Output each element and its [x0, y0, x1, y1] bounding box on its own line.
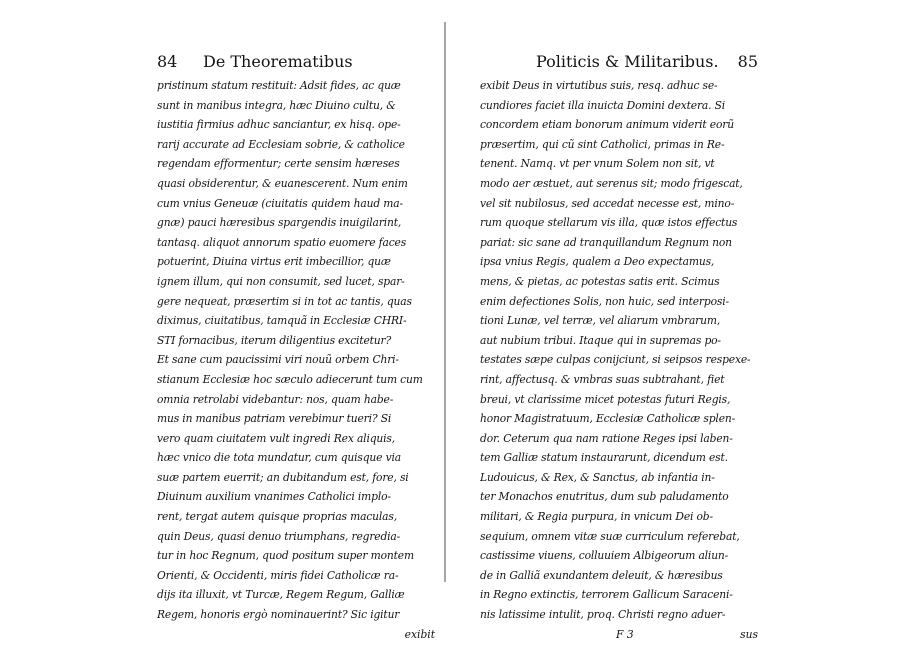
text-line: Regem, honoris ergò nominauerint? Sic igitur: [157, 608, 400, 622]
text-line: gnæ) pauci hæresibus spargendis inuigilarint,: [157, 216, 402, 230]
text-line: quasi obsiderentur, & euanescerent. Num enim: [157, 176, 408, 190]
text-line: rarij accurate ad Ecclesiam sobrie, & catholice: [157, 137, 405, 151]
left-running-head: De Theorematibus: [203, 52, 353, 71]
text-line: in Regno extinctis, terrorem Gallicum Saraceni-: [480, 588, 733, 602]
right-page-header: [480, 48, 758, 76]
text-line: dor. Ceterum qua nam ratione Reges ipsi laben-: [480, 431, 733, 445]
right-page: [480, 48, 758, 645]
text-line: omnia retrolabi videbantur: nos, quam habe-: [157, 392, 394, 406]
right-catchword: sus: [740, 627, 758, 641]
text-line: exibit Deus in virtutibus suis, resq. adhuc se-: [480, 79, 718, 92]
text-line: pariat: sic sane ad tranquillandum Regnum non: [480, 235, 732, 249]
text-line: STI fornacibus, iterum diligentius excitetur?: [157, 333, 392, 347]
text-line: potuerint, Diuina virtus erit imbecillior, quæ: [157, 255, 391, 269]
right-page-footer: [480, 625, 758, 645]
text-line: breui, vt clarissime micet potestas futuri Regis,: [480, 392, 731, 406]
text-line: Et sane cum paucissimi viri nouũ orbem Chri-: [157, 353, 399, 367]
text-line: cum vnius Geneuæ (ciuitatis quidem haud ma-: [157, 196, 403, 210]
text-line: rent, tergat autem quisque proprias maculas,: [157, 510, 397, 524]
text-line: sunt in manibus integra, hæc Diuino cultu, &: [157, 98, 396, 112]
text-line: mus in manibus patriam verebimur tueri? Si: [157, 412, 392, 426]
text-line: Diuinum auxilium vnanimes Catholici implo-: [157, 490, 391, 504]
text-line: tantasq. aliquot annorum spatio euomere faces: [157, 235, 407, 249]
text-line: mens, & pietas, ac potestas satis erit. Scimus: [480, 274, 720, 288]
text-line: iustitia firmius adhuc sanciantur, ex hisq. ope-: [157, 118, 401, 132]
text-line: modo aer æstuet, aut serenus sit; modo frigescat,: [480, 176, 743, 190]
text-line: ipsa vnius Regis, qualem a Deo expectamus,: [480, 255, 715, 269]
left-page-text: [157, 76, 435, 625]
text-line: ignem illum, qui non consumit, sed lucet, spar-: [157, 274, 405, 288]
text-line: vel sit nubilosus, sed accedat necesse est, mino-: [480, 196, 735, 210]
text-line: rum quoque stellarum vis illa, quæ istos effectus: [480, 216, 738, 230]
text-line: præsertim, qui cũ sint Catholici, primas in Re-: [480, 137, 725, 151]
text-line: enim defectiones Solis, non huic, sed interposi-: [480, 294, 729, 308]
signature-mark: F 3: [616, 627, 634, 641]
text-line: hæc vnico die tota mundatur, cum quisque via: [157, 451, 401, 465]
text-line: rint, affectusq. & vmbras suas subtrahant, fiet: [480, 372, 725, 386]
text-line: suæ partem euerrit; an dubitandum est, fore, si: [157, 470, 409, 484]
text-line: sequium, omnem vitæ suæ curriculum referebat,: [480, 529, 740, 543]
text-line: castissime viuens, colluuiem Albigeorum aliun-: [480, 549, 729, 563]
text-line: Orienti, & Occidenti, miris fidei Catholicæ ra-: [157, 568, 399, 582]
left-page-number: 84: [157, 52, 178, 71]
text-line: diximus, ciuitatibus, tamquã in Ecclesiæ CHRI-: [157, 314, 407, 328]
left-page: [157, 48, 435, 645]
text-line: vero quam ciuitatem vult ingredi Rex aliquis,: [157, 431, 395, 445]
text-line: tioni Lunæ, vel terræ, vel aliarum vmbrarum,: [480, 314, 721, 328]
left-page-header: [157, 48, 435, 76]
text-line: dijs ita illuxit, vt Turcæ, Regem Regum, Galliæ: [157, 588, 405, 602]
text-line: ter Monachos enutritus, dum sub paludamento: [480, 490, 729, 504]
text-line: aut nubium tribui. Itaque qui in supremas po-: [480, 333, 721, 347]
text-line: honor Magistratuum, Ecclesiæ Catholicæ splen-: [480, 412, 736, 426]
text-line: concordem etiam bonorum animum viderit eorũ: [480, 118, 734, 132]
text-line: militari, & Regia purpura, in vnicum Dei ob-: [480, 510, 713, 524]
text-line: quin Deus, quasi denuo triumphans, regredia-: [157, 529, 401, 543]
text-line: nis latissime intulit, proq. Christi regno aduer-: [480, 608, 726, 622]
text-line: stianum Ecclesiæ hoc sæculo adiecerunt tum cum: [157, 372, 423, 386]
text-line: tur in hoc Regnum, quod positum super montem: [157, 549, 414, 563]
text-line: tem Galliæ statum instaurarunt, dicendum est.: [480, 451, 728, 465]
text-line: cundiores faciet illa inuicta Domini dextera. Si: [480, 98, 726, 112]
text-line: Ludouicus, & Rex, & Sanctus, ab infantia in-: [480, 470, 715, 484]
left-page-footer: [157, 625, 435, 645]
right-page-number: 85: [737, 52, 758, 71]
left-catchword: exibit: [404, 627, 435, 641]
text-line: testates sæpe culpas conijciunt, si seipsos respexe-: [480, 353, 751, 367]
book-gutter: [444, 22, 446, 582]
text-line: regendam efformentur; certe sensim hæreses: [157, 157, 400, 171]
text-line: gere nequeat, præsertim si in tot ac tantis, quas: [157, 294, 412, 308]
text-line: de in Galliã exundantem deleuit, & hæresibus: [480, 568, 723, 582]
text-line: pristinum statum restituit: Adsit fides, ac quæ: [157, 79, 401, 92]
text-line: tenent. Namq. vt per vnum Solem non sit, vt: [480, 157, 715, 171]
right-page-text: [480, 76, 758, 625]
right-running-head: Politicis & Militaribus.: [536, 52, 719, 71]
